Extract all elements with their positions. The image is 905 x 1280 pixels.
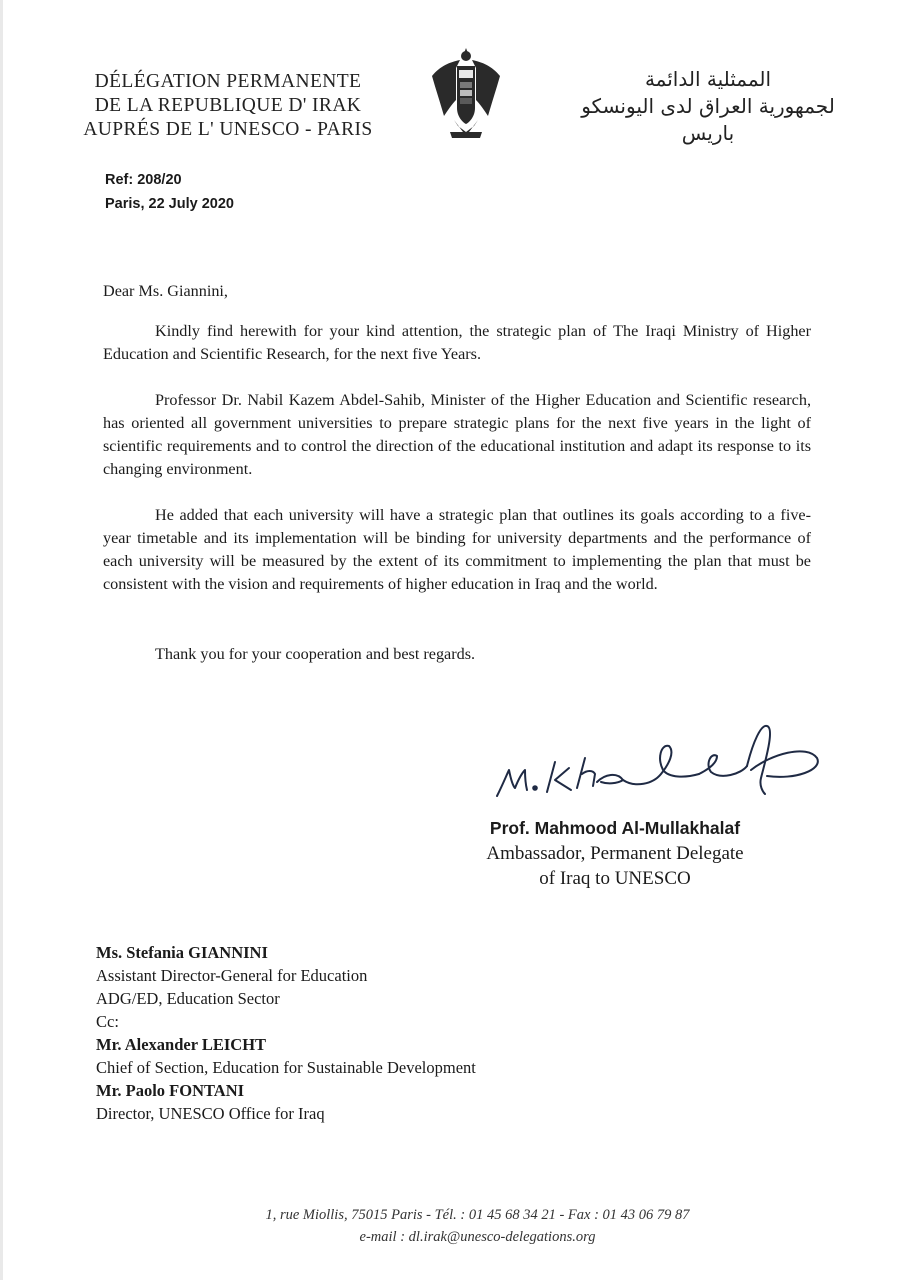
iraq-eagle-emblem-icon [430,44,502,144]
body-paragraph-1: Kindly find herewith for your kind attention, the strategic plan of The Iraqi Ministry of Higher Education and Scientific Research, for the next five Years. [103,322,811,363]
recipient-line-2: Assistant Director-General for Education [96,966,368,985]
recipient-line-3: ADG/ED, Education Sector [96,989,280,1008]
letterhead-arabic-line-1: الممثلية الدائمة [644,67,772,91]
letterhead-french [58,70,398,142]
letterhead-arabic-line-3: باريس [681,121,735,145]
recipient-line-1: Ms. Stefania GIANNINI [96,943,268,962]
signatory-name: Prof. Mahmood Al-Mullakhalaf [489,818,741,838]
letterhead-french-line-3: AUPRÉS DE L' UNESCO - PARIS [83,119,373,140]
signatory-title-line-2: of Iraq to UNESCO [539,868,691,889]
recipient-line-5: Mr. Alexander LEICHT [96,1035,267,1054]
recipient-line-8: Director, UNESCO Office for Iraq [96,1104,325,1123]
footer [0,1204,905,1248]
salutation: Dear Ms. Giannini, [103,282,228,300]
page-edge [0,0,3,1280]
body-paragraph-2: Professor Dr. Nabil Kazem Abdel-Sahib, Minister of the Higher Education and Scientific research, has oriented all government universities to prepare strategic plans for the next five years in the light of scientific requirements and to control the direction of the educational institution and adapt its response to its changing environment. [103,391,811,478]
body-paragraph-3: He added that each university will have a strategic plan that outlines its goals according to a five-year timetable and its implementation will be binding for university departments and the performance of each university will be measured by the extent of its commitment to implementing the plan that must be consistent with the vision and requirements of higher education in Iraq and the world. [103,506,811,593]
footer-address: 1, rue Miollis, 75015 Paris - Tél. : 01 45 68 34 21 - Fax : 01 43 06 79 87 [265,1207,690,1223]
reference-number: Ref: 208/20 [105,172,182,188]
letter-date: Paris, 22 July 2020 [105,196,234,212]
footer-email: e-mail : dl.irak@unesco-delegations.org [359,1229,596,1245]
signatory-block [440,816,790,891]
closing-line: Thank you for your cooperation and best regards. [155,645,476,663]
reference-block [105,168,234,216]
recipient-line-7: Mr. Paolo FONTANI [96,1081,245,1100]
recipients-block [96,941,476,1125]
letterhead-arabic [548,66,868,147]
letterhead-french-line-1: DÉLÉGATION PERMANENTE [94,71,362,92]
signatory-title-line-1: Ambassador, Permanent Delegate [486,843,744,864]
letterhead-arabic-line-2: لجمهورية العراق لدى اليونسكو [581,94,835,118]
handwritten-signature [485,718,825,808]
cc-label: Cc: [96,1012,119,1031]
recipient-line-6: Chief of Section, Education for Sustainable Development [96,1058,476,1077]
letterhead-french-line-2: DE LA REPUBLIQUE D' IRAK [94,95,362,116]
